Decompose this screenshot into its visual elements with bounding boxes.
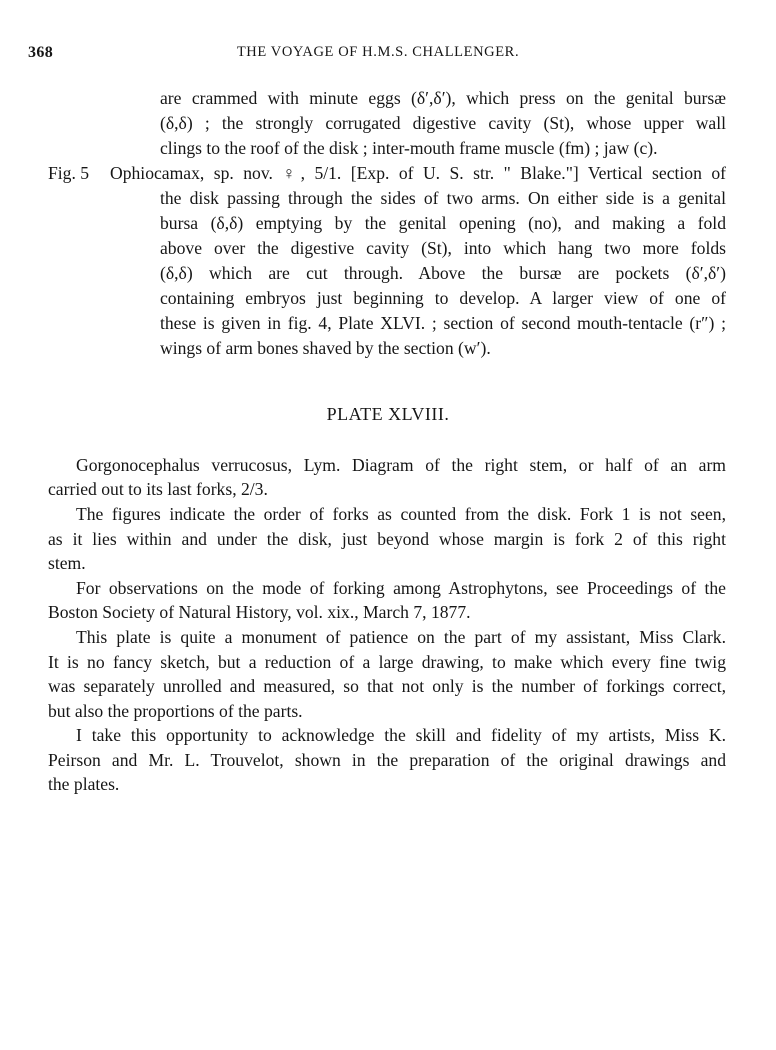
- fig5-line: wings of arm bones shaved by the section (w′).: [160, 338, 491, 358]
- fig4-line: are crammed with minute eggs (δ′,δ′), which press on the genital bursæ: [160, 88, 726, 108]
- fig5-line: these is given in fig. 4, Plate XLVI. ; section of second mouth-tentacle (r″) ;: [160, 313, 726, 333]
- fig5-line: (δ,δ) which are cut through. Above the bursæ are pockets (δ′,δ′): [160, 263, 726, 283]
- paragraph-line: the plates.: [48, 774, 120, 794]
- paragraph-line: It is no fancy sketch, but a reduction of a large drawing, to make which every fine twig: [48, 652, 726, 672]
- paragraph-line: The figures indicate the order of forks as counted from the disk. Fork 1 is not seen,: [76, 504, 726, 524]
- paragraph-line: but also the proportions of the parts.: [48, 701, 303, 721]
- running-title: THE VOYAGE OF H.M.S. CHALLENGER.: [236, 44, 520, 60]
- fig5-line: bursa (δ,δ) emptying by the genital opening (no), and making a fold: [160, 213, 726, 233]
- paragraph-line: I take this opportunity to acknowledge the skill and fidelity of my artists, Miss K.: [76, 725, 726, 745]
- paragraph-line: This plate is quite a monument of patience on the part of my assistant, Miss Clark.: [76, 627, 726, 647]
- paragraph-line: as it lies within and under the disk, just beyond whose margin is fork 2 of this right: [48, 529, 726, 549]
- fig5-label: Fig. 5: [48, 163, 90, 183]
- paragraph-line: For observations on the mode of forking among Astrophytons, see Proceedings of the: [76, 578, 726, 598]
- fig5-line: above over the digestive cavity (St), into which hang two more folds: [160, 238, 726, 258]
- page-header: [28, 44, 728, 68]
- paragraph-line: Boston Society of Natural History, vol. xix., March 7, 1877.: [48, 602, 471, 622]
- fig4-line: clings to the roof of the disk ; inter-mouth frame muscle (fm) ; jaw (c).: [160, 138, 658, 158]
- paragraph-line: was separately unrolled and measured, so that not only is the number of forkings correct,: [48, 676, 726, 696]
- fig4-line: (δ,δ) ; the strongly corrugated digestive cavity (St), whose upper wall: [160, 113, 726, 133]
- paragraph-line: carried out to its last forks, 2/3.: [48, 479, 268, 499]
- page-number: 368: [28, 44, 54, 61]
- paragraph-line: stem.: [48, 553, 86, 573]
- fig5-line: Ophiocamax, sp. nov. ♀, 5/1. [Exp. of U. S. str. " Blake."] Vertical section of: [110, 163, 726, 183]
- fig5-line: containing embryos just beginning to develop. A larger view of one of: [160, 288, 726, 308]
- paragraph-line: Peirson and Mr. L. Trouvelot, shown in the preparation of the original drawings and: [48, 750, 726, 770]
- plate-heading: PLATE XLVIII.: [326, 404, 450, 424]
- paragraph-line: Gorgonocephalus verrucosus, Lym. Diagram of the right stem, or half of an arm: [76, 455, 726, 475]
- fig5-line: the disk passing through the sides of two arms. On either side is a genital: [160, 188, 726, 208]
